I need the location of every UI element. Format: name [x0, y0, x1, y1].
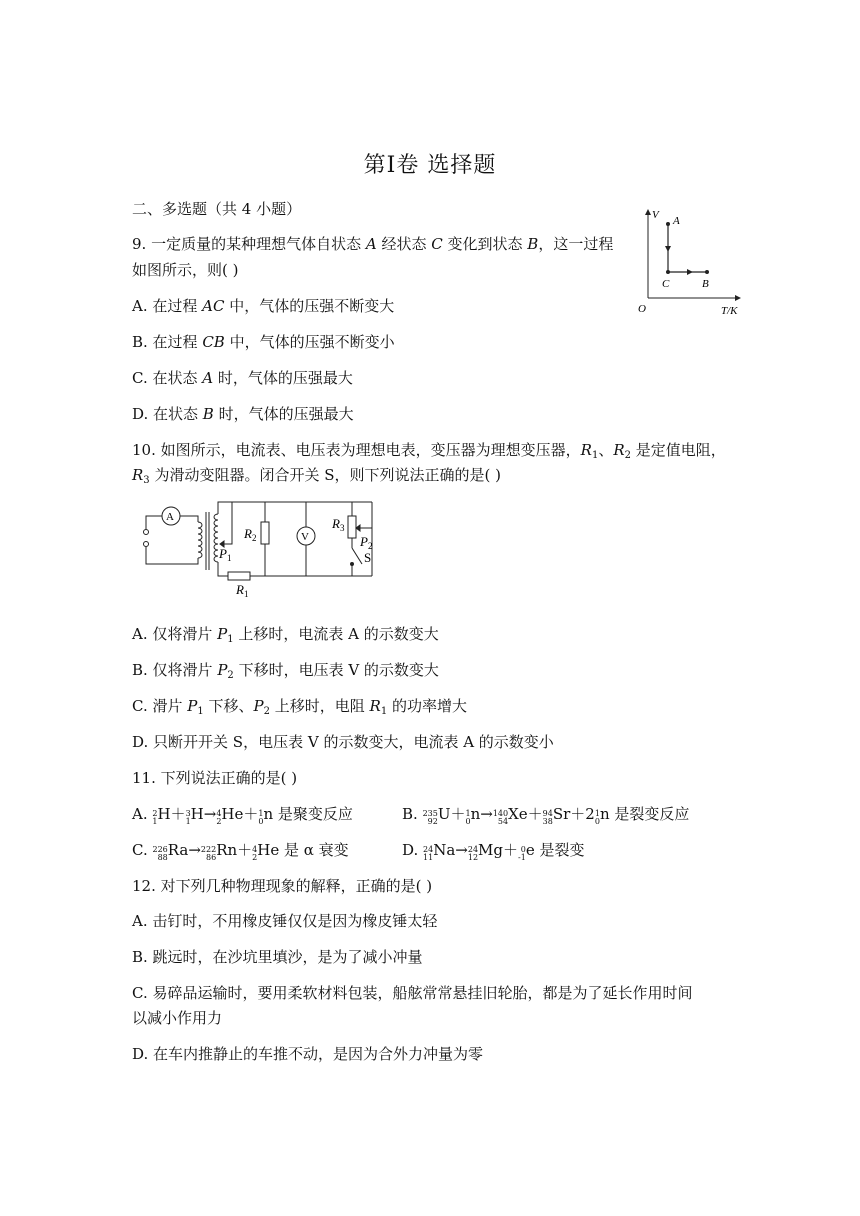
q10-option-d[interactable]: D. 只断开开关 S，电压表 V 的示数变大，电流表 A 的示数变小: [132, 733, 554, 751]
p1-label: $P_1$: [219, 546, 232, 563]
v-axis-label: V: [652, 209, 659, 221]
r2-label: $R_2$: [244, 526, 257, 543]
terminal-top: [144, 530, 149, 535]
q12-option-b[interactable]: B. 跳远时，在沙坑里填沙，是为了减小冲量: [132, 948, 423, 966]
q11-stem: 11. 下列说法正确的是( ): [132, 769, 298, 787]
resistor-r1: [228, 572, 250, 580]
label-c: C: [662, 278, 670, 290]
secondary-coil: [214, 514, 218, 562]
q9-option-a[interactable]: A. 在过程 AC 中，气体的压强不断变大: [132, 297, 395, 315]
q11-option-b[interactable]: B. 235 92 U＋ 1 0 n→ 140 54 Xe＋ 94 38 Sr＋2 1 0 n 是裂变反应: [402, 805, 690, 826]
voltmeter-label: V: [301, 531, 309, 543]
point-b: [705, 270, 709, 274]
q9-stem-line2: 如图所示，则( ): [132, 261, 239, 279]
page-title: 第Ⅰ卷 选择题: [363, 153, 497, 178]
q12-option-d[interactable]: D. 在车内推静止的车推不动，是因为合外力冲量为零: [132, 1045, 484, 1063]
primary-coil: [198, 522, 202, 558]
resistor-r2: [261, 522, 269, 544]
label-a: A: [673, 215, 680, 227]
arrow-cb: [687, 269, 693, 275]
switch-s[interactable]: [352, 548, 362, 564]
q11-option-a[interactable]: A. 2 1 H＋ 3 1 H→ 4 2 He＋ 1 0 n 是聚变反应: [132, 805, 353, 826]
q11-option-d[interactable]: D. 24 11 Na→ 24 12 Mg＋ 0 -1 e 是裂变: [402, 841, 585, 862]
q12-stem: 12. 对下列几种物理现象的解释，正确的是( ): [132, 877, 433, 895]
section-heading: 二、多选题（共 4 小题）: [132, 200, 302, 218]
q9-option-d[interactable]: D. 在状态 B 时，气体的压强最大: [132, 405, 354, 423]
q10-stem-line2: $R_3$ 为滑动变阻器。闭合开关 S，则下列说法正确的是( ): [132, 466, 501, 486]
resistor-r3: [348, 516, 356, 538]
q10-option-b[interactable]: B. 仅将滑片 $P_2$ 下移时，电压表 V 的示数变大: [132, 661, 439, 681]
q10-option-a[interactable]: A. 仅将滑片 $P_1$ 上移时，电流表 A 的示数变大: [132, 625, 439, 645]
slider-p2[interactable]: [356, 525, 360, 531]
switch-label: S: [364, 550, 372, 565]
terminal-bottom: [144, 542, 149, 547]
arrow-ac: [665, 246, 671, 252]
q9-option-b[interactable]: B. 在过程 CB 中，气体的压强不断变小: [132, 333, 395, 351]
q9-stem: 9. 一定质量的某种理想气体自状态 A 经状态 C 变化到状态 B，这一过程: [132, 235, 614, 253]
q10-stem-line1: 10. 如图所示，电流表、电压表为理想电表，变压器为理想变压器，$R_1$、$R_2$ 是定值电阻，: [132, 441, 726, 461]
q10-circuit-diagram: [136, 498, 396, 600]
q11-option-c[interactable]: C. 226 88 Ra→ 222 86 Rn＋ 4 2 He 是 α 衰变: [132, 841, 349, 862]
point-c: [666, 270, 670, 274]
q12-option-c[interactable]: C. 易碎品运输时，要用柔软材料包装，船舷常常悬挂旧轮胎，都是为了延长作用时间: [132, 984, 693, 1002]
t-axis-label: T/K: [721, 305, 738, 317]
q9-vt-graph: [630, 204, 750, 319]
label-b: B: [702, 278, 709, 290]
origin-label: O: [638, 303, 646, 315]
ammeter-label: A: [166, 511, 174, 523]
q12-option-c-cont: 以减小作用力: [132, 1009, 223, 1027]
q9-option-c[interactable]: C. 在状态 A 时，气体的压强最大: [132, 369, 353, 387]
point-a: [666, 222, 670, 226]
r3-label: $R_3$: [332, 516, 345, 533]
q12-option-a[interactable]: A. 击钉时，不用橡皮锤仅仅是因为橡皮锤太轻: [132, 912, 438, 930]
q10-option-c[interactable]: C. 滑片 $P_1$ 下移、$P_2$ 上移时，电阻 $R_1$ 的功率增大: [132, 697, 467, 717]
p2-label: $P_2$: [360, 534, 373, 551]
r1-label: $R_1$: [236, 582, 249, 599]
